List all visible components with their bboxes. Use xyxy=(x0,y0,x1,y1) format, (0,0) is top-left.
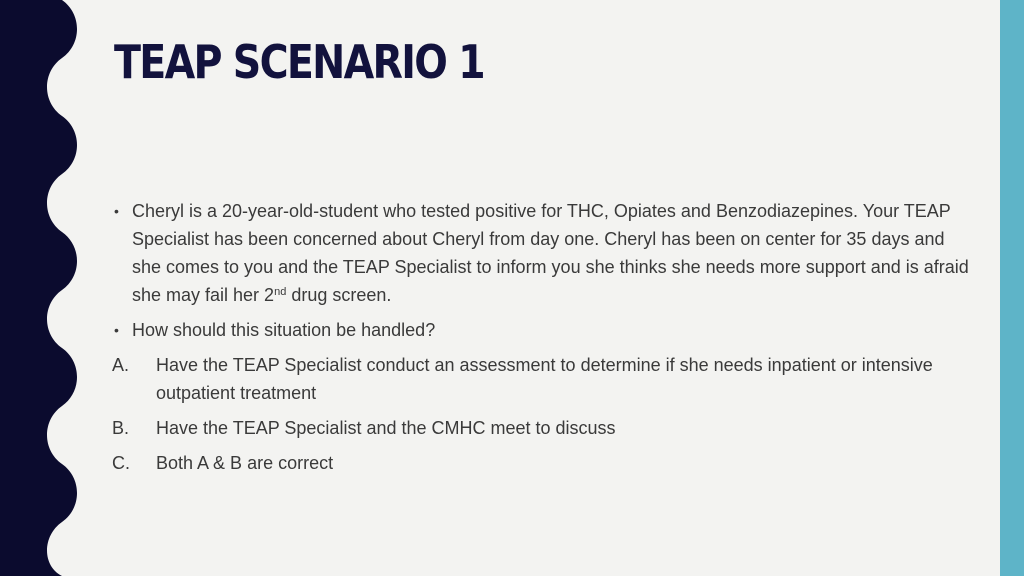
question-text: How should this situation be handled? xyxy=(132,320,436,340)
option-letter: C. xyxy=(112,453,130,473)
option-letter: A. xyxy=(112,355,130,375)
option-text: Both A & B are correct xyxy=(156,453,334,473)
slide-title: TEAP SCENARIO 1 xyxy=(114,35,484,89)
bullet-icon: • xyxy=(114,322,119,338)
option-text: Have the TEAP Specialist conduct an assessment to determine if she needs inpatient or intensive outpatient treatment xyxy=(156,355,933,403)
scenario-text-main: Cheryl is a 20-year-old-student who tested positive for THC, Opiates and Benzodiazepines. Your TEAP Specialist has been concerned about Cheryl from day one. Cheryl has been on center for 35 days and she comes to you and the TEAP Specialist to inform you she thinks she needs more support and is afraid she may fail her 2 xyxy=(132,201,969,305)
bullet-icon: • xyxy=(114,203,119,219)
scenario-text xyxy=(132,197,972,309)
right-accent-band xyxy=(1000,0,1024,576)
ordinal-superscript: nd xyxy=(274,286,287,298)
slide-body xyxy=(112,197,972,477)
scenario-text-end: drug screen. xyxy=(286,285,392,305)
left-wave-band xyxy=(0,0,90,576)
option-c xyxy=(112,449,972,477)
left-wave-shape xyxy=(0,0,77,576)
bullet-item-question xyxy=(112,316,972,344)
option-letter: B. xyxy=(112,418,130,438)
bullet-item-scenario xyxy=(112,197,972,309)
option-text: Have the TEAP Specialist and the CMHC meet to discuss xyxy=(156,418,616,438)
option-b xyxy=(112,414,972,442)
option-a xyxy=(112,351,972,407)
